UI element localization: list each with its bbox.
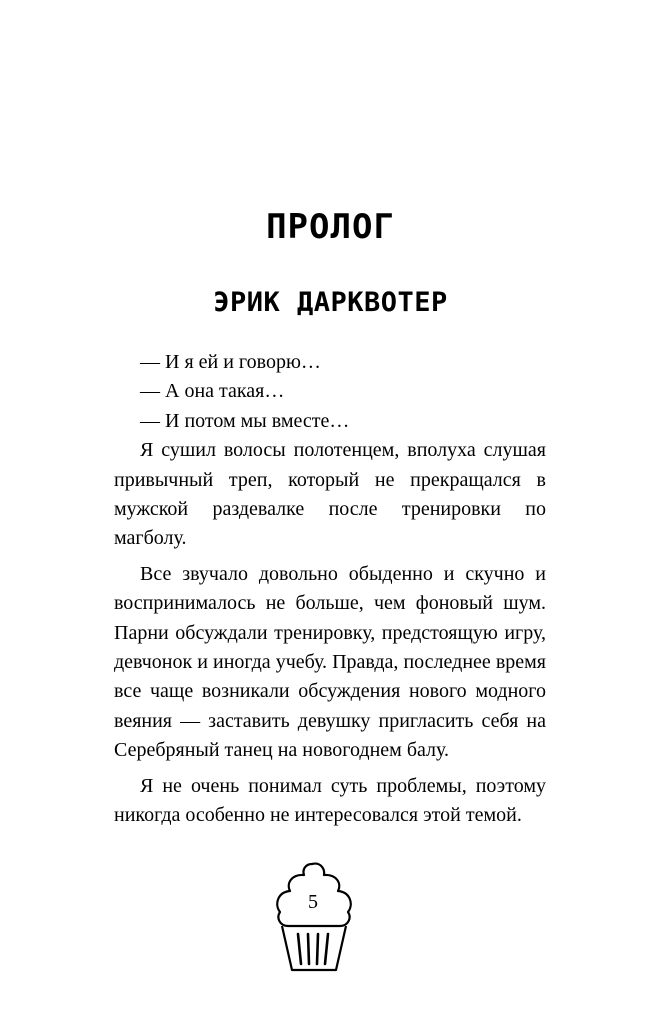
dialogue-line: — И я ей и говорю… bbox=[140, 351, 321, 373]
text-body bbox=[114, 348, 546, 831]
chapter-subtitle: ЭРИК ДАРКВОТЕР bbox=[213, 287, 448, 318]
paragraph: Все звучало довольно обыденно и скучно и воспринималось не больше, чем фоновый шум. Парни обсуждали тренировку, предстоящую игру, девчонок и иногда учебу. Правда, последнее время все чаще возникали обсуждения нового модного веяния — заставить девушку пригласить себя на Серебряный танец на новогоднем балу. bbox=[114, 562, 546, 762]
page-number: 5 bbox=[308, 891, 318, 913]
cupcake-icon bbox=[268, 856, 358, 976]
paragraph: Я сушил волосы полотенцем, вполуха слушая привычный треп, который не прекращался в мужской раздевалке после тренировки по магболу. bbox=[114, 439, 546, 550]
paragraph: Я не очень понимал суть проблемы, поэтому никогда особенно не интересовался этой темой. bbox=[114, 774, 546, 827]
chapter-title: ПРОЛОГ bbox=[266, 207, 395, 247]
page-number-badge bbox=[268, 856, 358, 976]
dialogue-line: — А она такая… bbox=[140, 380, 285, 403]
dialogue-line: — И потом мы вместе… bbox=[140, 409, 350, 432]
